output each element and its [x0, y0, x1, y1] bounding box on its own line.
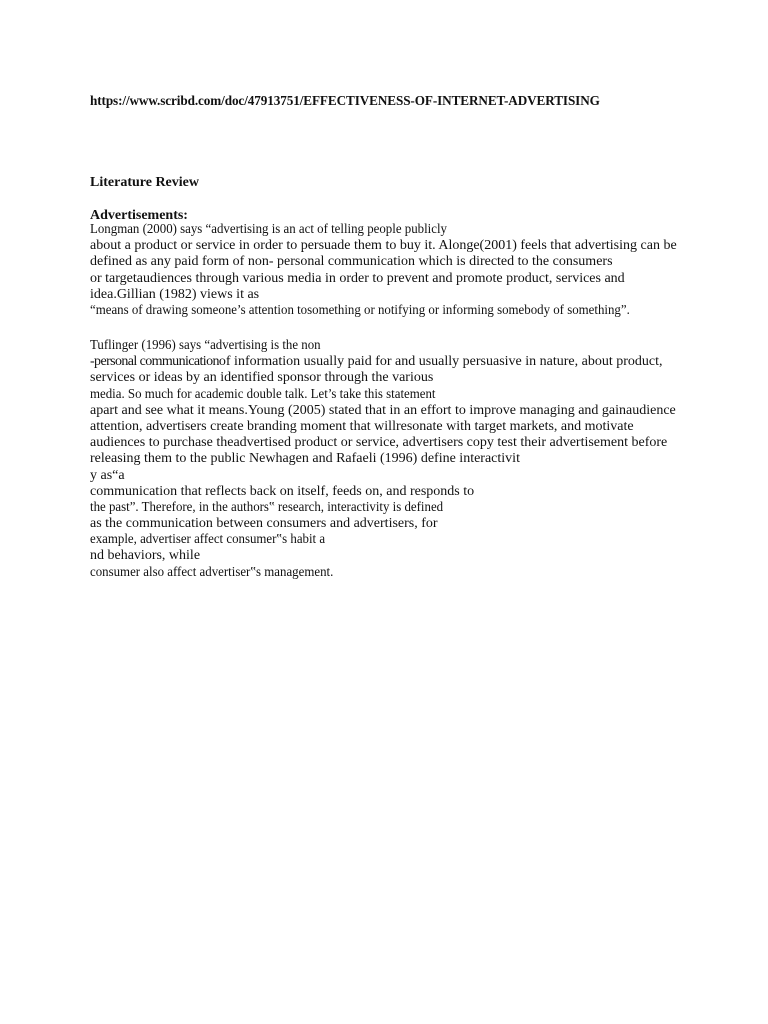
text-line: the past”. Therefore, in the authors‟ research, interactivity is defined — [90, 499, 444, 515]
text-line: “means of drawing someone’s attention tosomething or notifying or informing somebody of something”. — [90, 302, 630, 318]
text-line: media. So much for academic double talk. Let’s take this statement — [90, 386, 436, 402]
text-line: defined as any paid form of non- personal communication which is directed to the consumers — [90, 254, 613, 270]
subsection-title: Advertisements: — [90, 208, 188, 223]
text-line: example, advertiser affect consumer‟s habit a — [90, 532, 326, 548]
source-url: https://www.scribd.com/doc/47913751/EFFECTIVENESS-OF-INTERNET-ADVERTISING — [90, 93, 600, 108]
text-line: y as“a — [90, 467, 125, 483]
text-line: or targetaudiences through various media in order to prevent and promote product, services and — [90, 270, 625, 286]
text-line: idea.Gillian (1982) views it as — [90, 286, 260, 302]
text-line: -personal communicationof information usually paid for and usually persuasive in nature, about product, — [90, 354, 663, 370]
paragraph-advertisements — [90, 222, 690, 319]
text-line: attention, advertisers create branding moment that willresonate with target markets, and motivate — [90, 418, 634, 434]
text-line: releasing them to the public Newhagen and Rafaeli (1996) define interactivit — [90, 451, 520, 467]
text-line: apart and see what it means.Young (2005) stated that in an effort to improve managing and gainaudience — [90, 402, 676, 418]
text-line: Tuflinger (1996) says “advertising is the non — [90, 338, 321, 353]
text-line: about a product or service in order to persuade them to buy it. Alonge(2001) feels that advertising can be — [90, 238, 677, 254]
text-line: as the communication between consumers and advertisers, for — [90, 516, 438, 532]
text-line: services or ideas by an identified sponsor through the various — [90, 370, 434, 386]
text-line: nd behaviors, while — [90, 548, 201, 564]
section-title: Literature Review — [90, 175, 199, 190]
text-line: communication that reflects back on itself, feeds on, and responds to — [90, 483, 475, 499]
text-line: Longman (2000) says “advertising is an act of telling people publicly — [90, 222, 447, 237]
text-line: audiences to purchase theadvertised product or service, advertisers copy test their advertisement before — [90, 435, 668, 451]
text-line: consumer also affect advertiser‟s management. — [90, 564, 334, 580]
paragraph-tuflinger — [90, 338, 690, 581]
